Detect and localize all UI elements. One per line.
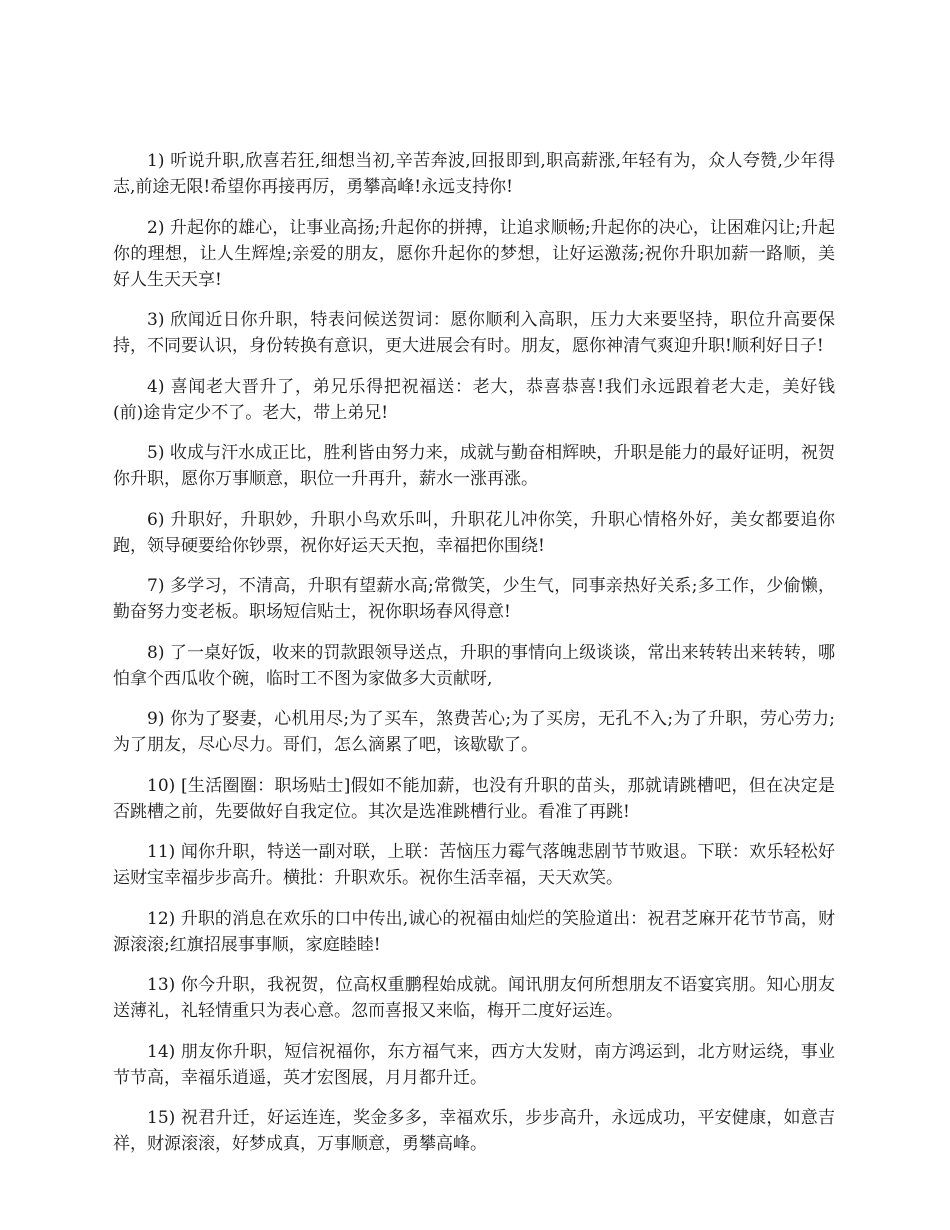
- paragraph-number: 15): [147, 1108, 176, 1128]
- paragraph-12: [113, 906, 835, 958]
- paragraph-text: 欣闻近日你升职，特表问候送贺词：愿你顺利入高职，压力大来要坚持，职位升高要保持，不同要认识，身份转换有意识，更大进展会有时。朋友，愿你神清气爽迎升职!顺利好日子!: [113, 310, 836, 356]
- paragraph-text: 了一桌好饭，收来的罚款跟领导送点，升职的事情向上级谈谈，常出来转转出来转转，哪怕拿个西瓜收个碗，临时工不图为家做多大贡献呀,: [113, 642, 836, 689]
- paragraph-10: [113, 773, 835, 825]
- paragraph-number: 5): [147, 443, 165, 463]
- paragraph-number: 4): [147, 376, 165, 397]
- paragraph-text: 收成与汗水成正比，胜利皆由努力来，成就与勤奋相辉映，升职是能力的最好证明，祝贺你升职，愿你万事顺意，职位一升再升，薪水一涨再涨。: [113, 443, 836, 489]
- paragraph-2: [113, 215, 835, 293]
- paragraph-7: [113, 573, 835, 625]
- paragraph-number: 9): [147, 709, 165, 729]
- paragraph-5: [113, 440, 835, 492]
- paragraph-number: 14): [147, 1041, 176, 1062]
- paragraph-text: 听说升职,欣喜若狂,细想当初,辛苦奔波,回报即到,职高薪涨,年轻有为，众人夸赞,少年得志,前途无限!希望你再接再厉，勇攀高峰!永远支持你!: [113, 151, 836, 197]
- paragraph-text: 朋友你升职，短信祝福你，东方福气来，西方大发财，南方鸿运到，北方财运绕，事业节节高，幸福乐逍遥，英才宏图展，月月都升迁。: [113, 1041, 835, 1088]
- paragraph-9: [113, 706, 835, 758]
- paragraph-number: 10): [147, 775, 176, 796]
- paragraph-text: 升职的消息在欢乐的口中传出,诚心的祝福由灿烂的笑脸道出：祝君芝麻开花节节高，财源滚滚;红旗招展事事顺，家庭睦睦!: [113, 908, 835, 955]
- paragraph-text: 你为了娶妻，心机用尽;为了买车，煞费苦心;为了买房，无孔不入;为了升职，劳心劳力;为了朋友，尽心尽力。哥们，怎么滴累了吧，该歇歇了。: [113, 709, 835, 755]
- paragraph-text: 喜闻老大晋升了，弟兄乐得把祝福送：老大，恭喜恭喜!我们永远跟着老大走，美好钱(前)途肯定少不了。老大，带上弟兄!: [113, 376, 835, 423]
- paragraph-1: [113, 148, 835, 200]
- paragraph-number: 6): [147, 509, 165, 530]
- paragraph-11: [113, 839, 835, 891]
- paragraph-3: [113, 307, 835, 359]
- paragraph-number: 13): [147, 975, 176, 995]
- paragraph-14: [113, 1039, 835, 1091]
- paragraph-8: [113, 640, 835, 692]
- paragraph-text: 闻你升职，特送一副对联，上联：苦恼压力霉气落魄悲剧节节败退。下联：欢乐轻松好运财宝幸福步步高升。横批：升职欢乐。祝你生活幸福，天天欢笑。: [113, 842, 835, 888]
- paragraph-number: 8): [147, 642, 165, 663]
- paragraph-number: 11): [147, 842, 176, 862]
- paragraph-text: 多学习，不清高，升职有望薪水高;常微笑，少生气，同事亲热好关系;多工作，少偷懒，勤奋努力变老板。职场短信贴士，祝你职场春风得意!: [113, 576, 835, 622]
- paragraph-number: 7): [147, 576, 165, 596]
- paragraph-number: 12): [147, 908, 176, 929]
- paragraph-4: [113, 374, 835, 426]
- paragraph-number: 1): [147, 151, 165, 171]
- paragraph-13: [113, 972, 835, 1024]
- paragraph-text: 祝君升迁，好运连连，奖金多多，幸福欢乐，步步高升，永远成功，平安健康，如意吉祥，财源滚滚，好梦成真，万事顺意，勇攀高峰。: [113, 1108, 835, 1154]
- paragraph-6: [113, 507, 835, 559]
- paragraph-text: 你今升职，我祝贺，位高权重鹏程始成就。闻讯朋友何所想朋友不语宴宾朋。知心朋友送薄礼，礼轻情重只为表心意。忽而喜报又来临，梅开二度好运连。: [113, 975, 835, 1021]
- paragraph-number: 2): [147, 217, 165, 238]
- document-body: [113, 148, 835, 1172]
- paragraph-number: 3): [147, 310, 165, 330]
- paragraph-text: 升职好，升职妙，升职小鸟欢乐叫，升职花儿冲你笑，升职心情格外好，美女都要追你跑，领导硬要给你钞票，祝你好运天天抱，幸福把你围绕!: [113, 509, 836, 556]
- paragraph-text: [生活圈圈：职场贴士]假如不能加薪，也没有升职的苗头，那就请跳槽吧，但在决定是否跳槽之前，先要做好自我定位。其次是选准跳槽行业。看准了再跳!: [113, 775, 836, 822]
- paragraph-text: 升起你的雄心，让事业高扬;升起你的拼搏，让追求顺畅;升起你的决心，让困难闪让;升起你的理想，让人生辉煌;亲爱的朋友，愿你升起你的梦想，让好运激荡;祝你升职加薪一路顺，美好人生天天享!: [113, 217, 835, 290]
- paragraph-15: [113, 1105, 835, 1157]
